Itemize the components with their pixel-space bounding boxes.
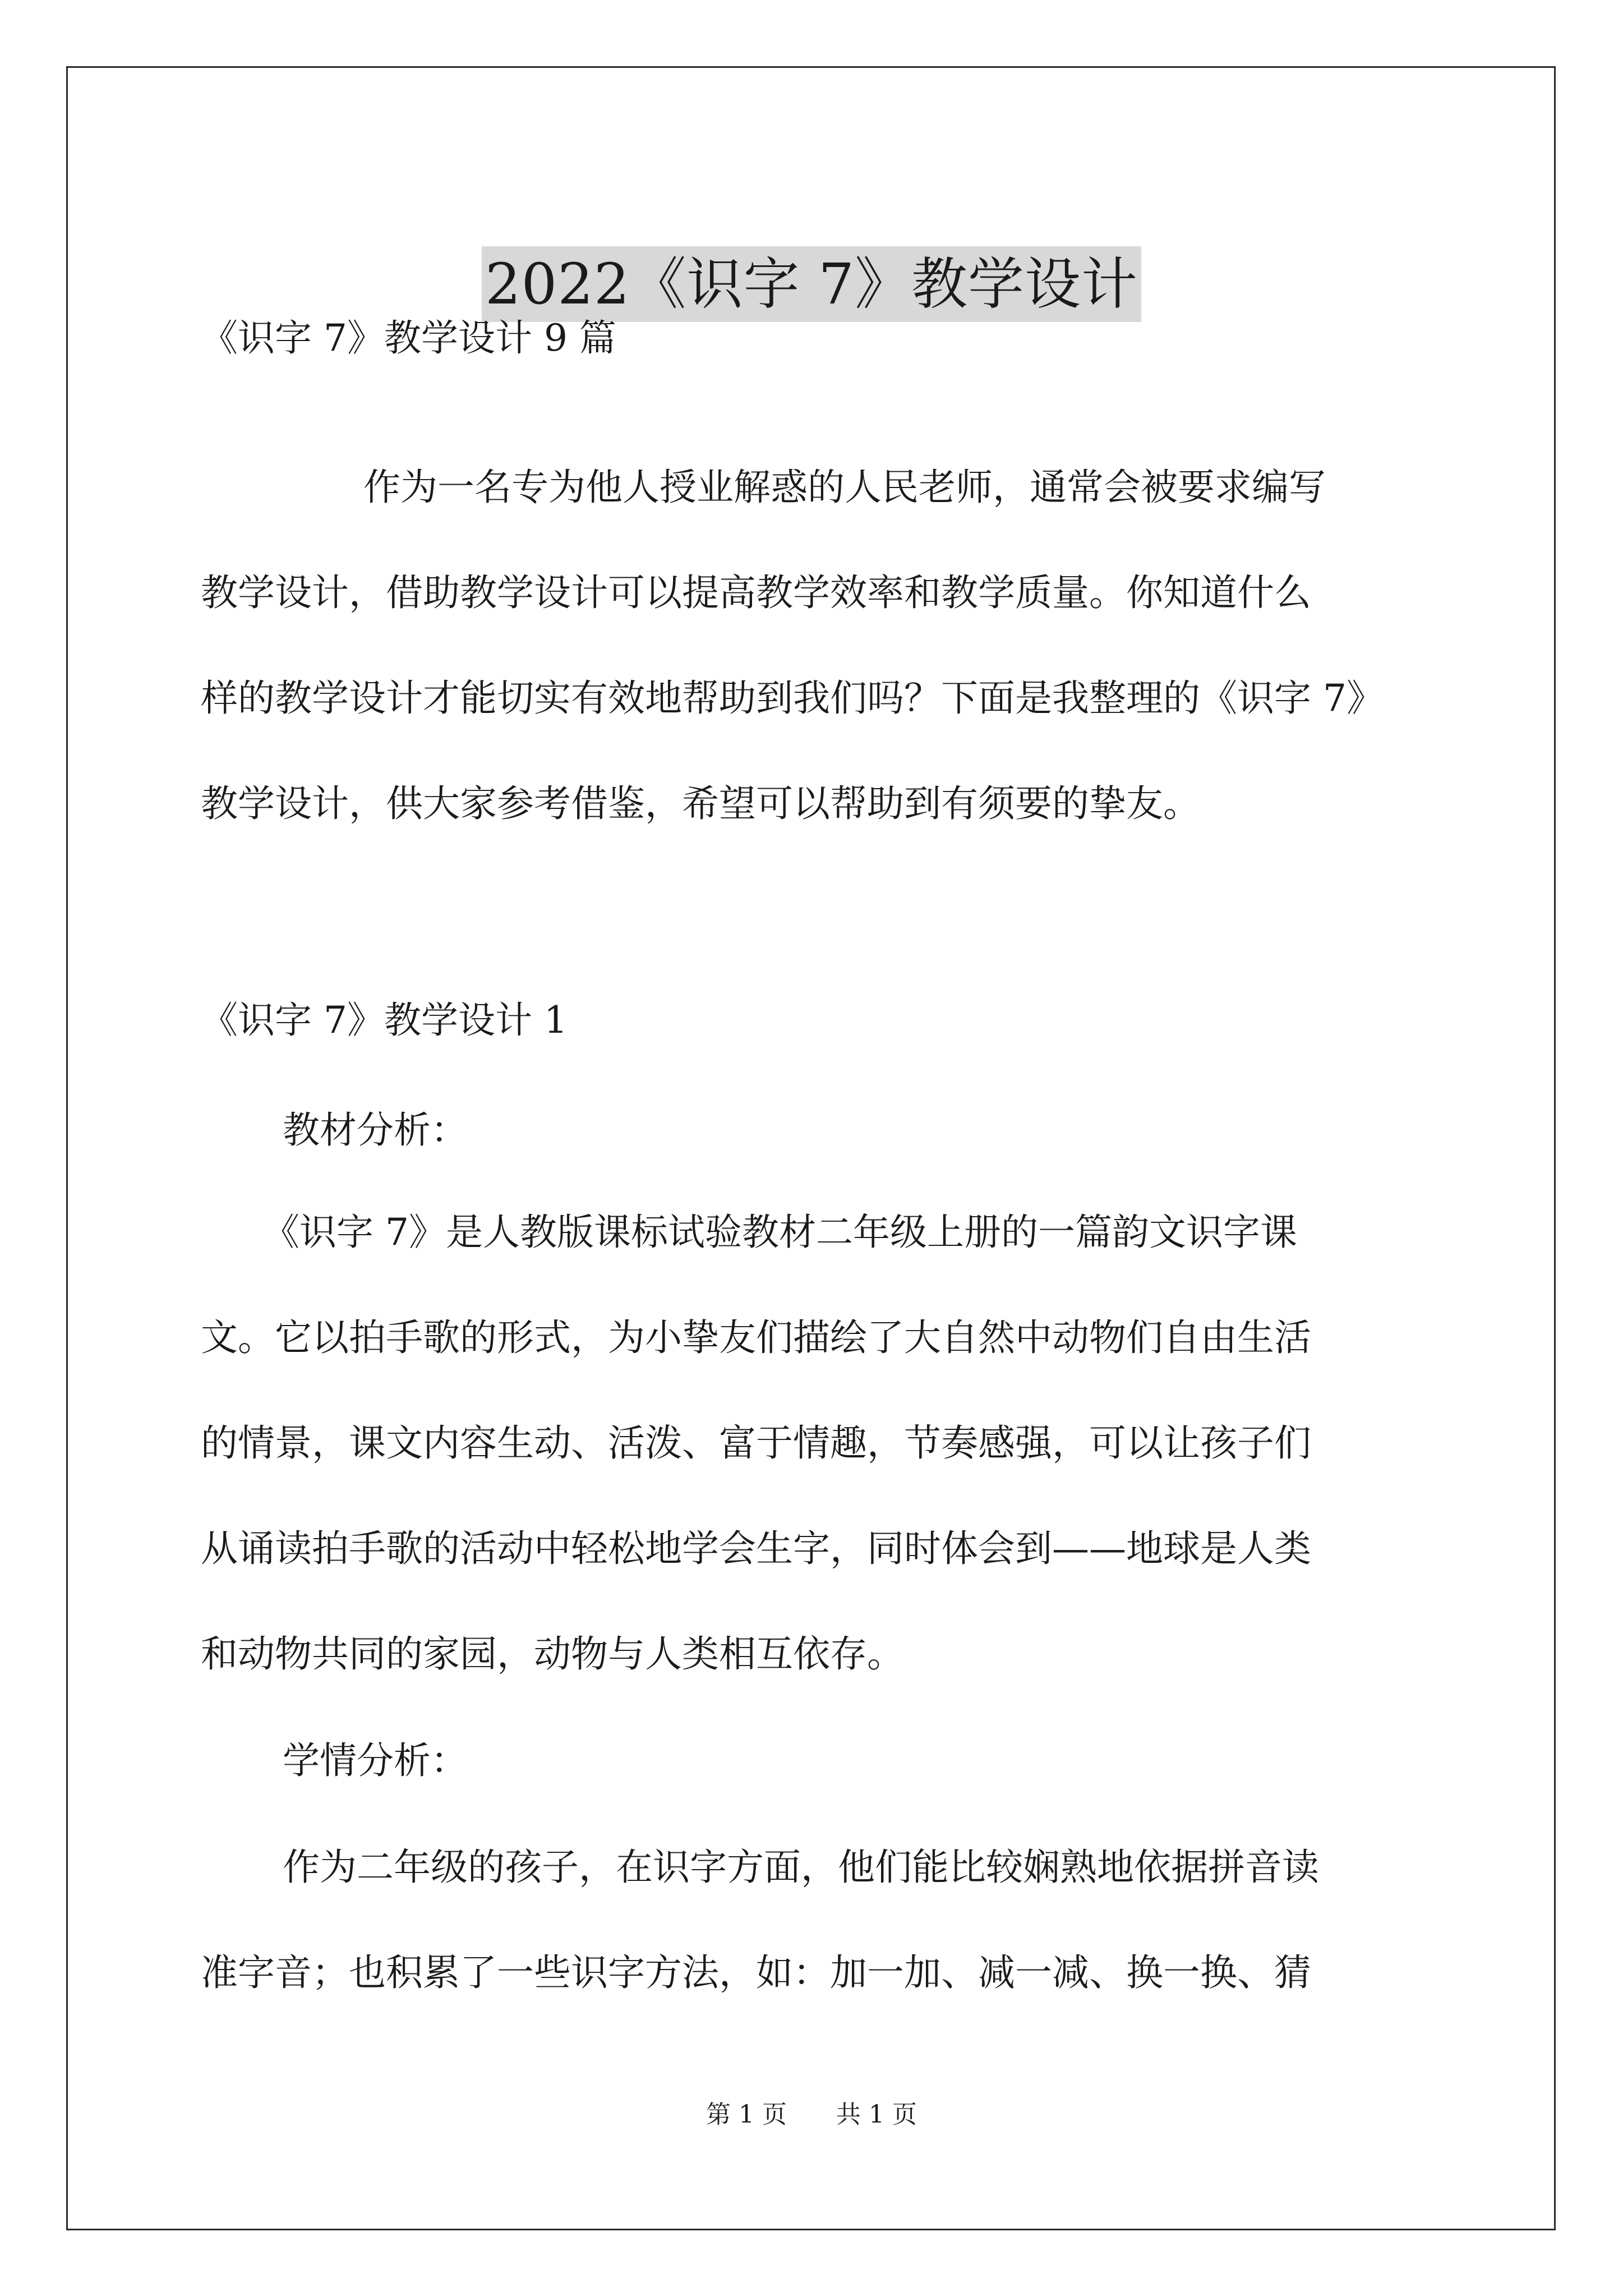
intro-line: 教学设计，借助教学设计可以提高教学效率和教学质量。你知道什么 — [201, 571, 1311, 614]
material-heading-block — [201, 1104, 1435, 1209]
document-title: 2022《识字 7》教学设计 — [482, 246, 1141, 322]
intro-paragraph — [201, 461, 1435, 883]
material-line: 和动物共同的家园，动物与人类相互依存。 — [201, 1632, 904, 1676]
page-total: 共 1 页 — [836, 2100, 917, 2129]
learner-heading-block — [201, 1734, 1435, 1840]
section-heading-block — [201, 994, 1435, 1099]
subtitle-block — [201, 312, 1435, 417]
material-heading: 教材分析： — [283, 1108, 468, 1152]
material-line: 《识字 7》是人教版课标试验教材二年级上册的一篇韵文识字课 — [262, 1211, 1297, 1254]
learner-paragraph — [201, 1841, 1435, 2052]
intro-line: 样的教学设计才能切实有效地帮助到我们吗？下面是我整理的《识字 7》 — [201, 677, 1384, 720]
learner-line: 准字音；也积累了一些识字方法，如：加一加、减一减、换一换、猜 — [201, 1951, 1311, 1994]
document-subtitle: 《识字 7》教学设计 9 篇 — [201, 316, 616, 360]
section-heading: 《识字 7》教学设计 1 — [201, 999, 568, 1042]
page-number: 第 1 页 — [706, 2100, 787, 2129]
intro-line: 作为一名专为他人授业解惑的人民老师，通常会被要求编写 — [363, 466, 1326, 509]
intro-line: 教学设计，供大家参考借鉴，希望可以帮助到有须要的挚友。 — [201, 782, 1200, 825]
page-footer — [0, 2098, 1623, 2132]
learner-heading: 学情分析： — [283, 1739, 468, 1782]
material-line: 文。它以拍手歌的形式，为小挚友们描绘了大自然中动物们自由生活 — [201, 1316, 1311, 1359]
material-line: 的情景，课文内容生动、活泼、富于情趣，节奏感强，可以让孩子们 — [201, 1421, 1311, 1465]
material-line: 从诵读拍手歌的活动中轻松地学会生字，同时体会到——地球是人类 — [201, 1527, 1311, 1570]
learner-line: 作为二年级的孩子，在识字方面，他们能比较娴熟地依据拼音读 — [283, 1846, 1319, 1889]
material-paragraph — [201, 1206, 1435, 1733]
